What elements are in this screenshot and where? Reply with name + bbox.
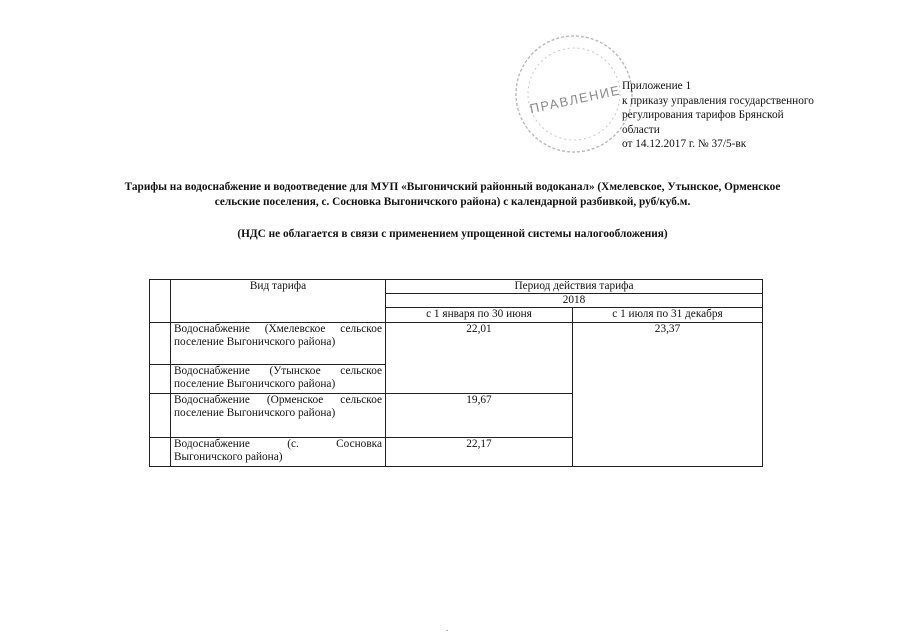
row-label: Водоснабжение (Хмелевское сельское поселение Выгоничского района) — [171, 322, 386, 364]
row-marker-cell — [150, 322, 171, 364]
vat-note: (НДС не облагается в связи с применением упрощенной системы налогообложения) — [237, 228, 668, 240]
annex-header — [622, 79, 872, 152]
annex-line: от 14.12.2017 г. № 37/5-вк — [622, 138, 747, 151]
title-line-2: сельские поселения, с. Сосновка Выгоничского района) с календарной разбивкой, руб/куб.м. — [214, 195, 691, 208]
header-half-2: с 1 июля по 31 декабря — [573, 308, 763, 322]
header-year: 2018 — [386, 294, 763, 308]
document-title — [60, 180, 845, 209]
row-label: Водоснабжение (с. Сосновка Выгоничского района) — [171, 437, 386, 466]
header-period: Период действия тарифа — [386, 280, 763, 294]
row-label: Водоснабжение (Орменское сельское поселение Выгоничского района) — [171, 393, 386, 437]
row-marker-cell — [150, 364, 171, 393]
value-row-3: 19,67 — [386, 393, 573, 437]
footer-mark: - — [446, 626, 449, 634]
tariff-table — [149, 279, 763, 467]
header-tariff-type: Вид тарифа — [171, 280, 386, 323]
annex-line: к приказу управления государственного — [622, 94, 814, 107]
title-line-1: Тарифы на водоснабжение и водоотведение для МУП «Выгоничский районный водоканал» (Хмелевское, Утынское, Орменское — [124, 181, 781, 193]
row-marker-cell — [150, 280, 171, 323]
value-rows-1-2: 22,01 — [386, 322, 573, 393]
annex-line: регулирования тарифов Брянской — [622, 109, 784, 122]
header-half-1: с 1 января по 30 июня — [386, 308, 573, 322]
value-second-half: 23,37 — [573, 322, 763, 466]
row-label: Водоснабжение (Утынское сельское поселение Выгоничского района) — [171, 364, 386, 393]
official-stamp — [510, 30, 638, 158]
annex-line: области — [622, 123, 660, 136]
value-row-4: 22,17 — [386, 437, 573, 466]
stamp-text: ПРАВЛЕНИЕ — [528, 82, 622, 117]
row-marker-cell — [150, 437, 171, 466]
row-marker-cell — [150, 393, 171, 437]
annex-line: Приложение 1 — [622, 80, 692, 92]
